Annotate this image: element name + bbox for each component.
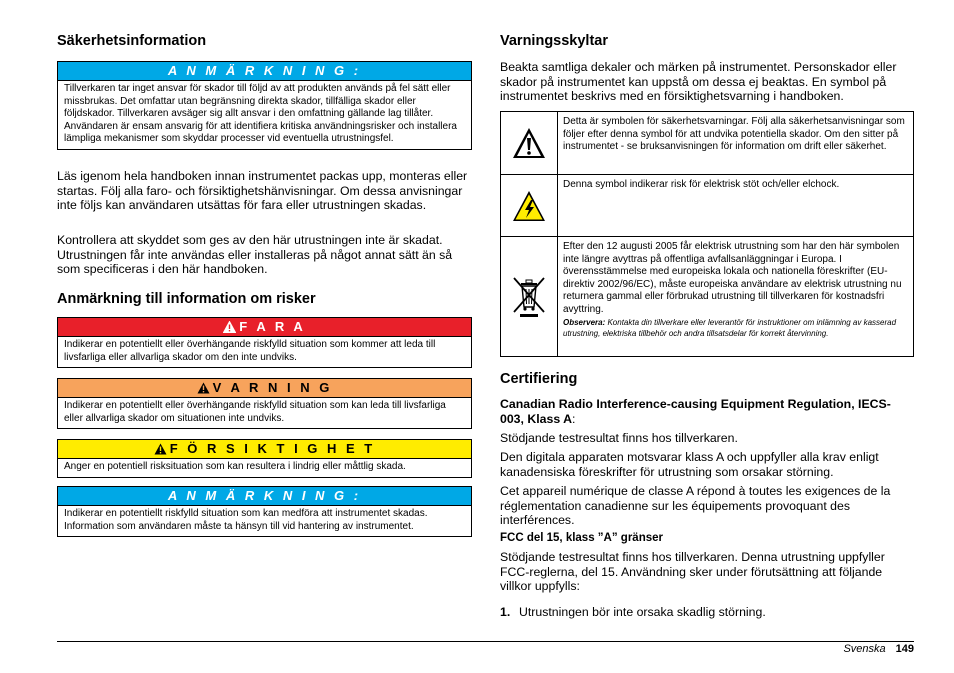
observation-label: Observera: xyxy=(563,317,606,327)
symbol-row xyxy=(501,112,913,175)
cert-paragraph-1: Stödjande testresultat finns hos tillverkaren. xyxy=(500,431,738,445)
caution-label: F Ö R S I K T I G H E T xyxy=(169,441,376,456)
warning-triangle-icon xyxy=(154,443,167,455)
danger-text: Indikerar en potentiellt eller överhängande riskfylld situation som kommer att leda till livsfarliga eller allvarliga skador om den inte undviks. xyxy=(64,339,436,363)
note-label: A N M Ä R K N I N G : xyxy=(58,62,471,81)
warning-label: V A R N I N G xyxy=(212,380,333,395)
danger-label: F A R A xyxy=(239,319,306,334)
safety-heading: Säkerhetsinformation xyxy=(57,33,207,49)
symbol-description: Denna symbol indikerar risk för elektrisk stöt och/eller elchock. xyxy=(563,179,840,190)
labels-paragraph: Beakta samtliga dekaler och märken på instrumentet. Personskador eller skador på instrumentet kan uppstå om dessa ej beaktas. En symbol på instrumentet beskrivs med en försiktighetsvarning i handboken. xyxy=(500,60,897,104)
caution-box xyxy=(57,439,472,478)
footer-language: Svenska xyxy=(843,643,886,655)
labels-heading: Varningsskyltar xyxy=(500,33,608,49)
symbol-description: Detta är symbolen för säkerhetsvarningar. Följ alla säkerhetsanvisningar som följer efter denna symbol för att undvika potentiella skador. Om den sitter på instrumentet - se bruksanvisningen för information om drift eller säkerhet. xyxy=(563,116,905,153)
warning-text: Indikerar en potentiellt eller överhängande riskfylld situation som kan leda till livsfarliga eller allvarliga skador om situationen inte undviks. xyxy=(64,400,446,424)
observation-note xyxy=(563,317,908,339)
risk-heading: Anmärkning till information om risker xyxy=(57,291,316,307)
warning-header xyxy=(58,379,471,398)
certification-heading: Certifiering xyxy=(500,371,578,387)
note-box-liability xyxy=(57,61,472,150)
general-warning-icon xyxy=(512,127,546,159)
cert-paragraph-3-french: Cet appareil numérique de classe A répond à toutes les exigences de la réglementation canadienne sur les équipements provoquant des interférences. xyxy=(500,484,891,528)
fcc-heading: FCC del 15, klass ”A” gränser xyxy=(500,532,663,544)
danger-box xyxy=(57,317,472,368)
fcc-paragraph: Stödjande testresultat finns hos tillverkaren. Denna utrustning uppfyller FCC-reglerna, del 15. Användning sker under förutsättning att följande villkor uppfylls: xyxy=(500,550,885,594)
electric-shock-icon xyxy=(512,190,546,222)
symbol-row xyxy=(501,237,913,356)
caution-header xyxy=(58,440,471,459)
cert-paragraph-2: Den digitala apparaten motsvarar klass A och uppfyller alla krav enligt kanadensiska föreskrifter för utrustning som orsakar störning. xyxy=(500,450,879,479)
symbol-row xyxy=(501,175,913,237)
weee-crossed-bin-icon xyxy=(511,275,547,319)
symbol-table xyxy=(500,111,914,357)
symbol-description: Efter den 12 augusti 2005 får elektrisk utrustning som har den här symbolen inte längre avyttras på offentliga avfallsanläggningar i Europa. I överensstämmelse med europeiska lokala och nationella föreskrifter (EU-direktiv 2002/96/EC), måste europeiska användare av elektrisk utrustning nu returnera gammal eller förbrukad utrustning till tillverkaren för kostnadsfri avyttring. xyxy=(563,241,902,315)
warning-triangle-icon xyxy=(223,321,236,333)
observation-text: Kontakta din tillverkare eller leverantör för instruktioner om inlämning av kasserad utrustning, elektriska tillbehör och andra tillsatsdelar för korrekt återvinning. xyxy=(563,317,897,338)
page-number: 149 xyxy=(895,643,914,655)
footer-rule xyxy=(57,641,914,642)
note-label: A N M Ä R K N I N G : xyxy=(58,487,471,506)
note-box-equipment xyxy=(57,486,472,537)
intro-paragraph-2: Kontrollera att skyddet som ges av den här utrustningen inte är skadat. Utrustningen får inte användas eller installeras på något annat sätt än så som specificeras i den här handboken. xyxy=(57,233,453,277)
intro-paragraph-1: Läs igenom hela handboken innan instrumentet packas upp, monteras eller startas. Följ alla faro- och försiktighetshänvisningar. Om dessa anvisningar inte följs kan användaren utsättas för fara eller utrustningen skadas. xyxy=(57,169,468,213)
note-text: Tillverkaren tar inget ansvar för skador till följd av att produkten används på fel sätt eller missbrukas. Det omfattar utan begränsning direkta skador, tillfälliga skador eller följdskador. Tillverkaren avsäger sig allt ansvar i den omfattning gällande lag tillåter. Användaren är ensam ansvarig för att identifiera kritiska användningsrisker och installera lämpliga mekanismer som skyddar processer vid eventuella utrustningsfel. xyxy=(64,83,457,145)
canada-regulation-title: Canadian Radio Interference-causing Equipment Regulation, IECS-003, Klass A: xyxy=(500,397,891,426)
warning-triangle-icon xyxy=(197,382,210,394)
caution-text: Anger en potentiell risksituation som kan resultera i lindrig eller måttlig skada. xyxy=(64,461,406,472)
warning-box xyxy=(57,378,472,429)
danger-header xyxy=(58,318,471,337)
note-text: Indikerar en potentiellt riskfylld situation som kan medföra att instrumentet skadas. Information som användaren måste ta hänsyn till vid hantering av instrumentet. xyxy=(64,508,428,532)
list-item: 1. Utrustningen bör inte orsaka skadlig störning. xyxy=(500,605,766,619)
page-footer xyxy=(843,643,914,655)
